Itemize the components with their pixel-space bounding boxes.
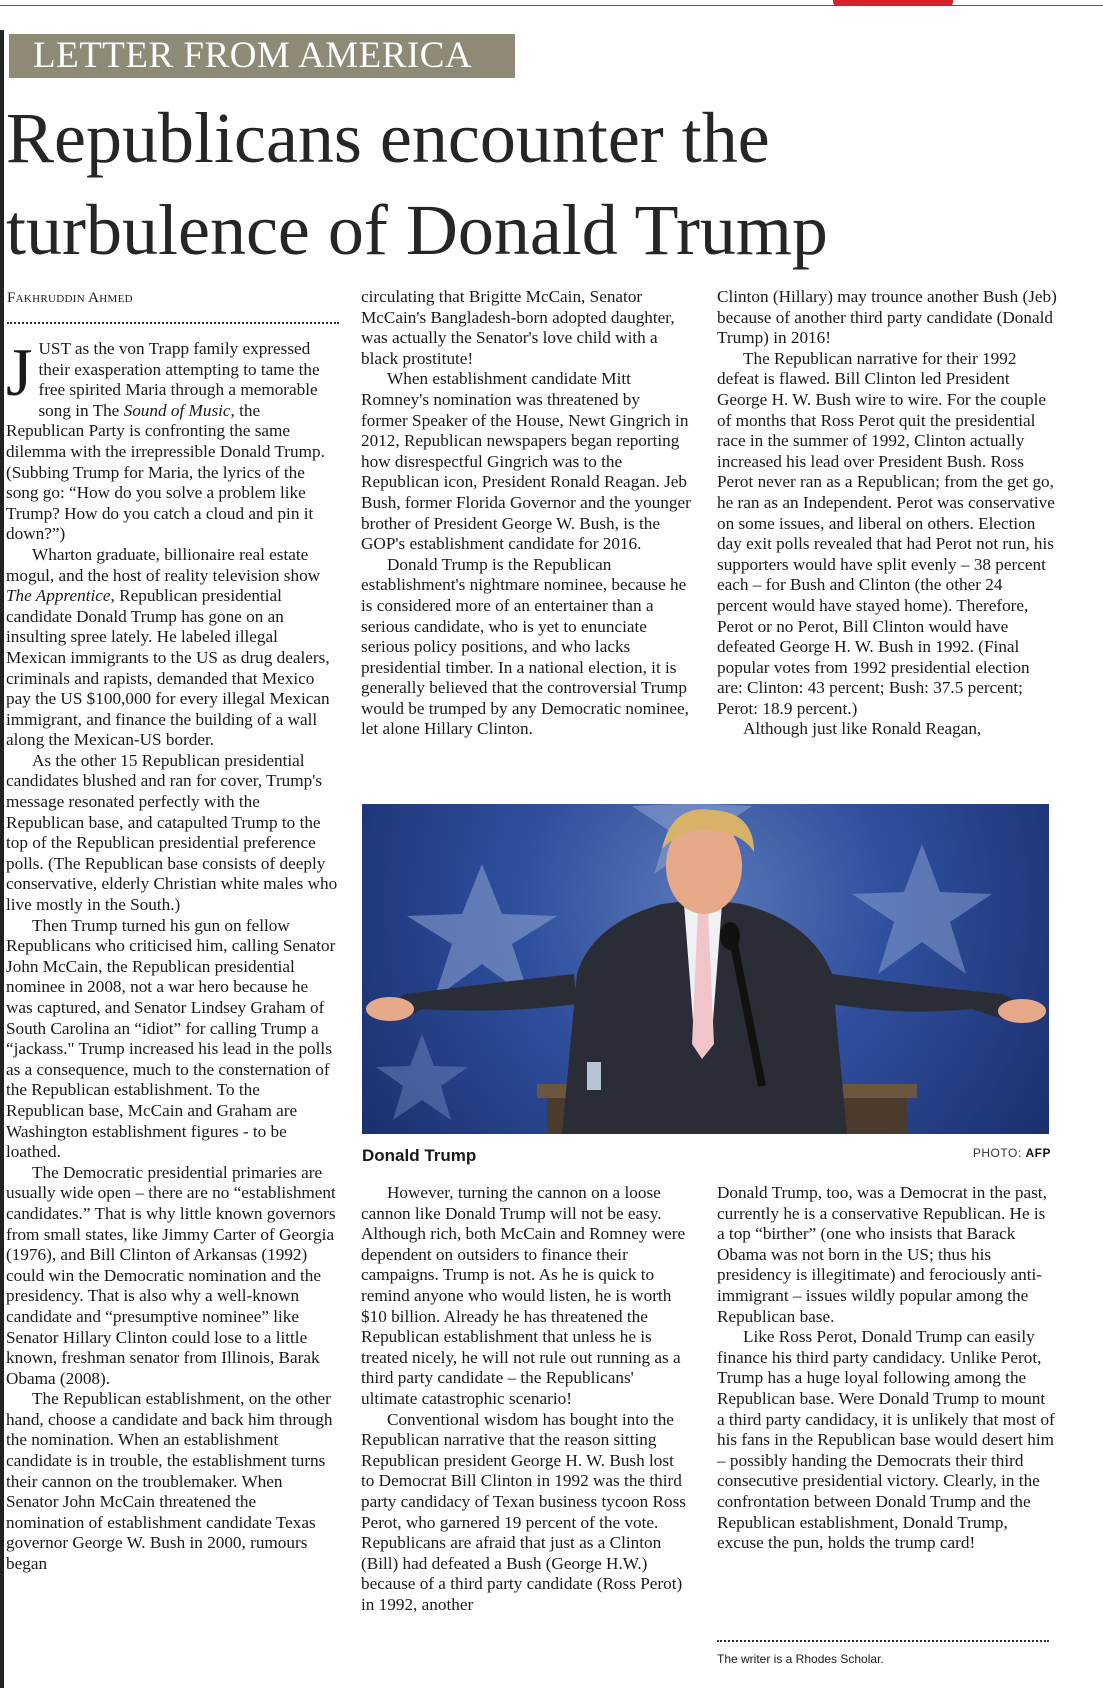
column-3-lower [717, 1183, 1057, 1554]
paragraph: As the other 15 Republican presidential candidates blushed and ran for cover, Trump's message resonated perfectly with the Republican base, and catapulted Trump to the top of the Republican presidential preference polls. (The Republican base consists of deeply conservative, elderly Christian white males who live mostly in the South.) [6, 750, 338, 915]
paragraph: Conventional wisdom has bought into the Republican narrative that the reason sitting Republican president George H. W. Bush lost to Democrat Bill Clinton in 1992 was the third party candidacy of Texan business tycoon Ross Perot, who garnered 19 percent of the vote. Republicans are afraid that just as a Clinton (Bill) had defeated a Bush (George H.W.) because of a third party candidate (Ross Perot) in 1992, another [361, 1409, 686, 1614]
paragraph: The Democratic presidential primaries are usually wide open – there are no “establishment candidates.” That is why little known governors from small states, like Jimmy Carter of Georgia (1976), and Bill Clinton of Arkansas (1992) could win the Democratic nomination and the presidency. That is also why a well-known candidate and “presumptive nominee” like Senator Hillary Clinton could lose to a little known, freshman senator from Illinois, Barak Obama (2008). [6, 1162, 336, 1388]
star-shape [376, 1034, 468, 1120]
paragraph: circulating that Brigitte McCain, Senator McCain's Bangladesh-born adopted daughter, was actually the Senator's love child with a black prostitute! [361, 287, 675, 368]
paragraph: Then Trump turned his gun on fellow Republicans who criticised him, calling Senator John McCain, the Republican presidential nominee in 2008, not a war hero because he was captured, and Senator Lindsey Graham of South Carolina an “idiot” for calling Trump a “jackass." Trump increased his lead in the polls as a consequence, much to the consternation of the Republican establishment. To the Republican base, McCain and Graham are Washington establishment figures - to be loathed. [6, 915, 336, 1162]
paragraph: The Republican narrative for their 1992 defeat is flawed. Bill Clinton led President George H. W. Bush wire to wire. For the couple of months that Ross Perot quit the presidential race in the summer of 1992, Clinton actually increased his lead over President Bush. Ross Perot never ran as a Republican; from the get go, he ran as an Independent. Perot was conservative on some issues, and liberal on others. Election day exit polls revealed that had Perot not run, his supporters would have split evenly – 38 percent each – for Bush and Clinton (the other 24 percent would have stayed home). Therefore, Perot or no Perot, Bill Clinton would have defeated George H. W. Bush in 1992. (Final popular votes from 1992 presidential election are: Clinton: 43 percent; Bush: 37.5 percent; Perot: 18.9 percent.) [717, 348, 1055, 718]
microphone-head [720, 922, 740, 950]
italic-title: The Apprentice [6, 586, 111, 606]
paragraph: The Republican establishment, on the other hand, choose a candidate and back him through the nomination. When an establishment candidate is in trouble, the establishment turns their cannon on the troublemaker. When Senator John McCain threatened the nomination of establishment candidate Texas governor George W. Bush in 2000, rumours began [6, 1389, 333, 1574]
paragraph: Donald Trump, too, was a Democrat in the past, currently he is a conservative Republican. He is a top “birther” (one who insists that Barack Obama was not born in the US; thus his presidency is illegitimate) and ferociously anti-immigrant – issues wildly popular among the Republican base. [717, 1183, 1047, 1326]
text-run: , Republican presidential candidate Donald Trump has gone on an insulting spree lately. He labeled illegal Mexican immigrants to the US as drug dealers, criminals and rapists, demanded that Mexico pay the US $100,000 for every illegal Mexican immigrant, and finance the building of a wall along the Mexican-US border. [6, 586, 330, 750]
star-shape [852, 844, 992, 974]
column-1 [6, 334, 338, 1575]
paragraph: When establishment candidate Mitt Romney's nomination was threatened by former Speaker of the House, Newt Gingrich in 2012, Republican newspapers began reporting how disrespectful Gingrich was to the Republican icon, President Ronald Reagan. Jeb Bush, former Florida Governor and the younger brother of President George W. Bush, is the GOP's establishment candidate for 2016. [361, 369, 691, 554]
arm-shape [832, 974, 1027, 1019]
section-label: LETTER FROM AMERICA [9, 34, 515, 78]
text-run: Wharton graduate, billionaire real estate mogul, and the host of reality television show [6, 544, 321, 585]
water-bottle [587, 1062, 601, 1090]
author-note: The writer is a Rhodes Scholar. [717, 1652, 884, 1666]
paragraph: Although just like Ronald Reagan, [743, 719, 982, 739]
headline: Republicans encounter the turbulence of Donald Trump [6, 98, 828, 270]
italic-title: Sound of Music [123, 400, 231, 420]
brand-logo-tab [833, 0, 953, 6]
column-2-lower [361, 1183, 691, 1615]
paragraph: Like Ross Perot, Donald Trump can easily finance his third party candidacy. Unlike Perot, Trump has a huge loyal following among the Republican base. Were Donald Trump to mount a third party candidacy, it is unlikely that most of his fans in the Republican base would desert him – possibly handing the Democrats their third consecutive presidential victory. Clearly, in the confrontation between Donald Trump and the Republican establishment, Donald Trump, excuse the pun, holds the trump card! [717, 1327, 1055, 1553]
paragraph [6, 545, 338, 751]
paragraph: Donald Trump is the Republican establishment's nightmare nominee, because he is considered more of an entertainer than a serious candidate, who is yet to enunciate serious policy positions, and who lacks presidential timber. In a national election, it is generally believed that the controversial Trump would be trumped by any Democratic nominee, let alone Hillary Clinton. [361, 554, 689, 739]
byline: Fakhruddin Ahmed [7, 290, 133, 306]
hand-shape [998, 999, 1046, 1023]
text-run: UST as the von Trapp family expressed their exasperation attempting to tame the free spirited Maria through a memorable song in The [38, 339, 320, 420]
endnote-divider [717, 1640, 1049, 1642]
drop-cap: J [6, 334, 33, 410]
news-photo [362, 804, 1049, 1134]
photo-credit [973, 1146, 1051, 1160]
photo-illustration [362, 804, 1049, 1134]
paragraph: However, turning the cannon on a loose cannon like Donald Trump will not be easy. Although rich, both McCain and Romney were dependent on outsiders to finance their campaigns. Trump is not. As he is quick to remind anyone who would listen, he is worth $10 billion. Already he has threatened the Republican establishment that unless he is treated nicely, he will not rule out running as a third party candidate – the Republicans' ultimate catastrophic scenario! [361, 1183, 686, 1408]
photo-caption: Donald Trump [362, 1146, 477, 1165]
credit-source: AFP [1025, 1146, 1051, 1160]
credit-label: PHOTO: [972, 1146, 1026, 1160]
column-3 [717, 287, 1057, 740]
paragraph: Clinton (Hillary) may trounce another Bush (Jeb) because of another third party candidate (Donald Trump) in 2016! [717, 287, 1057, 348]
column-2 [361, 287, 691, 740]
paragraph [6, 334, 338, 545]
text-run: , the Republican Party is confronting the same dilemma with the irrepressible Donald Trump. (Subbing Trump for Maria, the lyrics of the song go: “How do you solve a problem like Trump? How do you catch a cloud and pin it down?”) [6, 400, 325, 544]
left-margin-rule [0, 30, 4, 1688]
byline-divider [7, 322, 339, 324]
hand-shape [366, 997, 414, 1021]
